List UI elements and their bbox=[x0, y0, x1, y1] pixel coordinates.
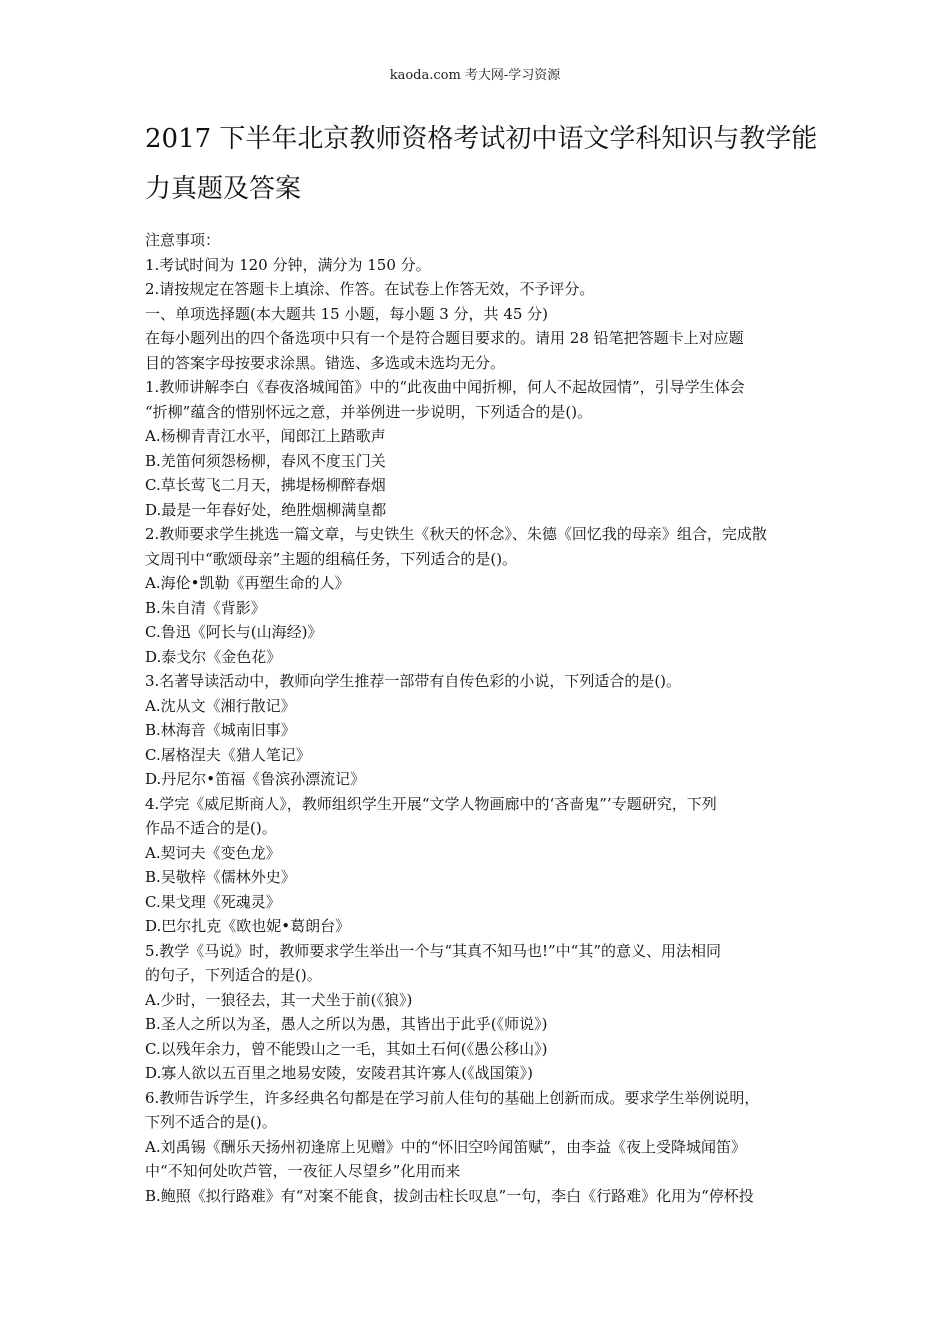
title-line: 力真题及答案 bbox=[145, 174, 302, 204]
text-line: 作品不适合的是()。 bbox=[145, 819, 277, 837]
text-line: 在每小题列出的四个备选项中只有一个是符合题目要求的。请用 28 铅笔把答题卡上对应题 bbox=[145, 329, 744, 347]
text-line: C.屠格涅夫《猎人笔记》 bbox=[145, 745, 311, 764]
text-line: A.杨柳青青江水平，闻郎江上踏歌声 bbox=[145, 427, 386, 445]
text-line: B.吴敬梓《儒林外史》 bbox=[145, 868, 296, 886]
text-line: 一、单项选择题(本大题共 15 小题，每小题 3 分，共 45 分) bbox=[145, 304, 549, 323]
text-line: 的句子，下列适合的是()。 bbox=[145, 966, 322, 984]
text-line: D.丹尼尔•笛福《鲁滨孙漂流记》 bbox=[145, 770, 366, 788]
text-line: 1.考试时间为 120 分钟，满分为 150 分。 bbox=[145, 255, 431, 274]
text-line: D.巴尔扎克《欧也妮•葛朗台》 bbox=[145, 917, 351, 935]
text-line: 4.学完《威尼斯商人》，教师组织学生开展“文学人物画廊中的‘吝啬鬼”’专题研究，下列 bbox=[145, 794, 717, 813]
text-line: A.刘禹锡《酬乐天扬州初逢席上见赠》中的“怀旧空吟闻笛赋”，由李益《夜上受降城闻笛》 bbox=[145, 1137, 746, 1156]
text-line: A.海伦•凯勒《再塑生命的人》 bbox=[145, 574, 350, 592]
page-header: kaoda.com 考大网-学习资源 bbox=[389, 68, 561, 83]
text-line: C.以残年余力，曾不能毁山之一毛，其如土石何(《愚公移山》) bbox=[145, 1039, 548, 1058]
text-line: B.朱自清《背影》 bbox=[145, 598, 266, 617]
text-line: 5.教学《马说》时，教师要求学生举出一个与“其真不知马也!”中“其”的意义、用法相同 bbox=[145, 941, 722, 960]
text-line: A.少时，一狼径去，其一犬坐于前(《狼》) bbox=[145, 990, 413, 1009]
text-line: 注意事项： bbox=[145, 231, 221, 249]
text-line: 6.教师告诉学生，许多经典名句都是在学习前人佳句的基础上创新而成。要求学生举例说明， bbox=[145, 1088, 760, 1107]
text-line: D.泰戈尔《金色花》 bbox=[145, 647, 282, 666]
document-body bbox=[145, 228, 815, 1208]
text-line: B.羌笛何须怨杨柳，春风不度玉门关 bbox=[145, 451, 386, 470]
text-line: 中“不知何处吹芦管，一夜征人尽望乡”化用而来 bbox=[145, 1162, 461, 1180]
text-line: 文周刊中“歌颂母亲”主题的组稿任务，下列适合的是()。 bbox=[145, 549, 518, 568]
title-line: 2017 下半年北京教师资格考试初中语文学科知识与教学能 bbox=[145, 124, 818, 154]
text-line: 3.名著导读活动中，教师向学生推荐一部带有自传色彩的小说，下列适合的是()。 bbox=[145, 672, 682, 690]
text-line: 下列不适合的是()。 bbox=[145, 1113, 277, 1131]
text-line: C.鲁迅《阿长与(山海经)》 bbox=[145, 623, 323, 641]
text-line: A.沈从文《湘行散记》 bbox=[145, 696, 296, 715]
text-line: D.寡人欲以五百里之地易安陵，安陵君其许寡人(《战国策》) bbox=[145, 1064, 533, 1082]
text-line: A.契诃夫《变色龙》 bbox=[145, 843, 281, 862]
document-title bbox=[145, 114, 825, 214]
text-line: B.林海音《城南旧事》 bbox=[145, 721, 296, 739]
text-line: C.草长莺飞二月天，拂堤杨柳醉春烟 bbox=[145, 476, 386, 494]
text-line: 目的答案字母按要求涂黑。错选、多选或未选均无分。 bbox=[145, 353, 506, 372]
text-line: “折柳”蕴含的惜别怀远之意，并举例进一步说明，下列适合的是()。 bbox=[145, 402, 593, 421]
text-line: 2.教师要求学生挑选一篇文章，与史铁生《秋天的怀念》、朱德《回忆我的母亲》组合，完成散 bbox=[145, 525, 767, 543]
text-line: 1.教师讲解李白《春夜洛城闻笛》中的“此夜曲中闻折柳，何人不起故园情”，引导学生体会 bbox=[145, 378, 745, 396]
text-line: D.最是一年春好处，绝胜烟柳满皇都 bbox=[145, 500, 387, 519]
text-line: B.鲍照《拟行路难》有“对案不能食，拔剑击柱长叹息”一句，李白《行路难》化用为“停杯投 bbox=[145, 1186, 754, 1205]
text-line: C.果戈理《死魂灵》 bbox=[145, 892, 281, 911]
text-line: B.圣人之所以为圣，愚人之所以为愚，其皆出于此乎(《师说》) bbox=[145, 1015, 548, 1033]
text-line: 2.请按规定在答题卡上填涂、作答。在试卷上作答无效，不予评分。 bbox=[145, 280, 595, 298]
